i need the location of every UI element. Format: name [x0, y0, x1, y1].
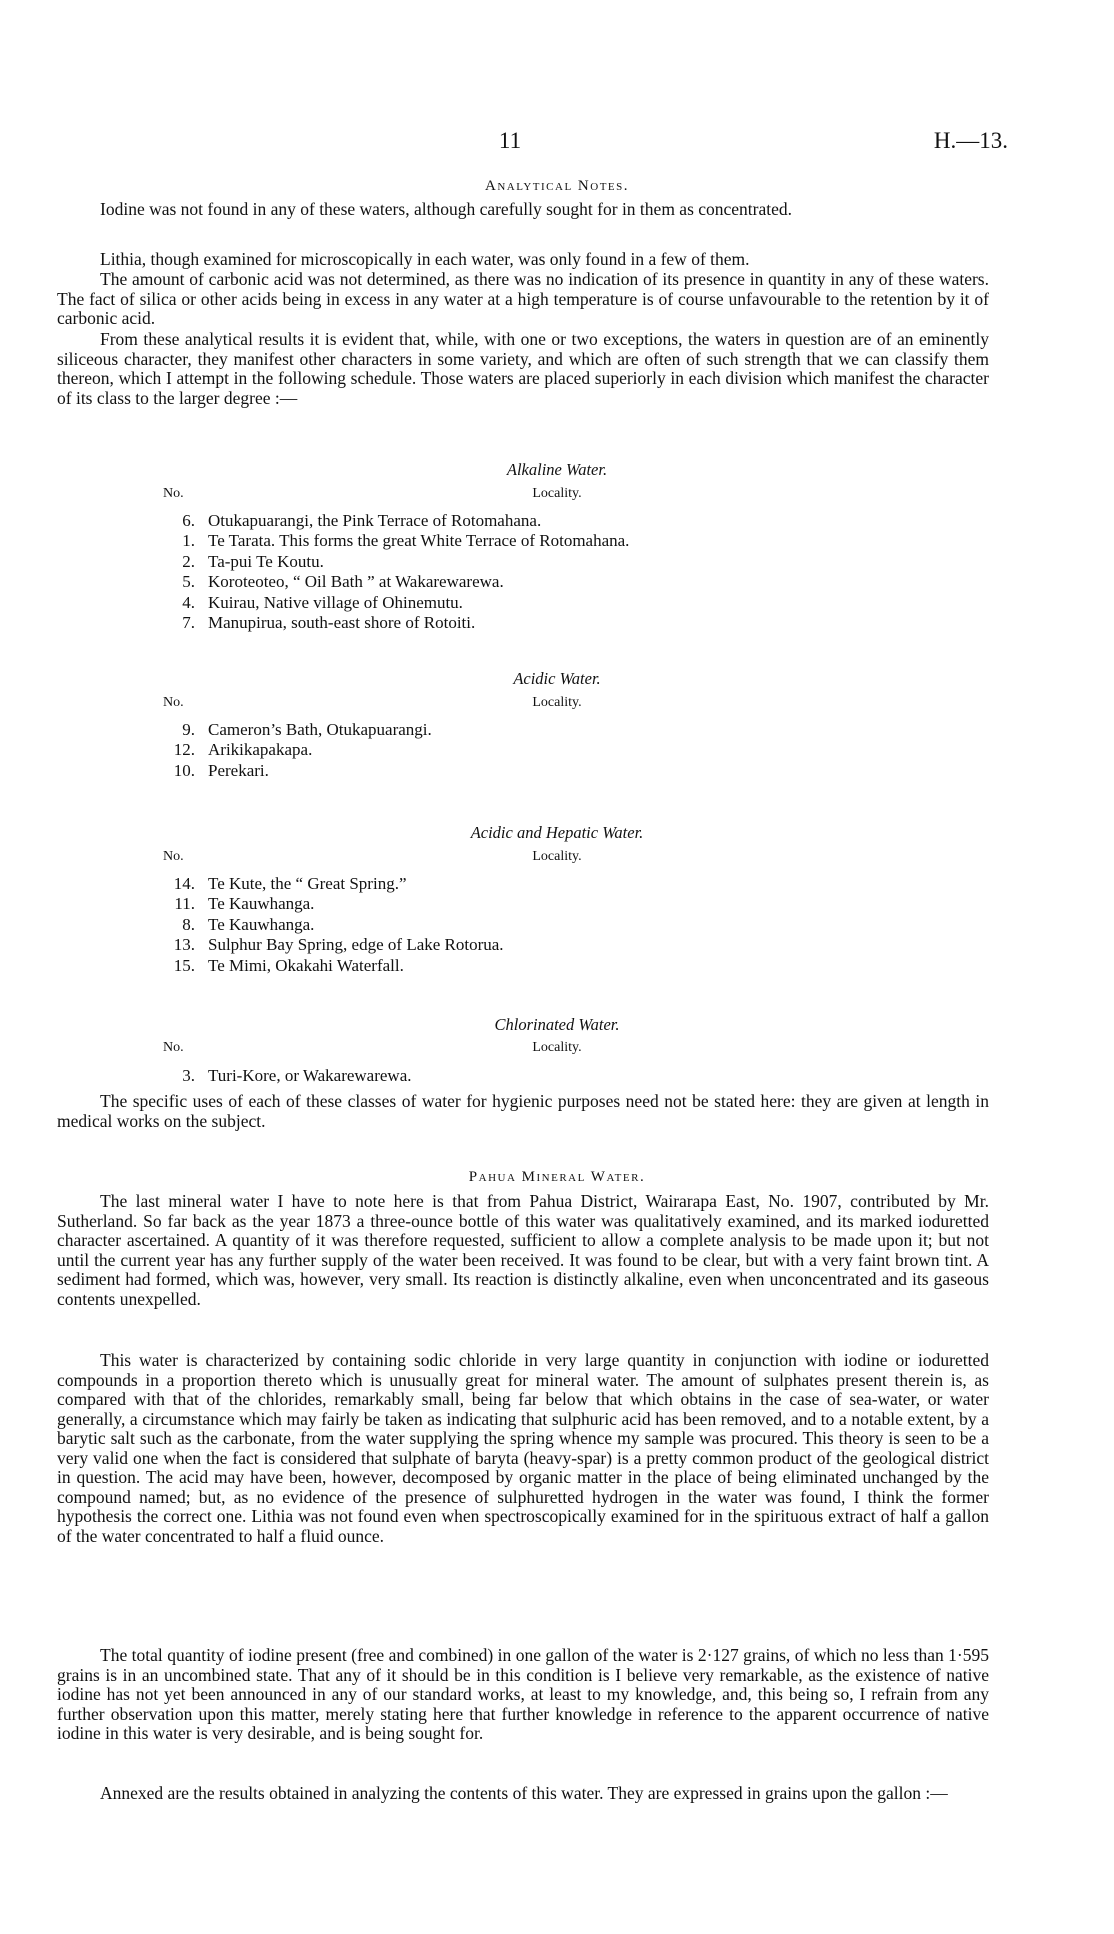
list-item: [150, 915, 504, 935]
pahua-paragraph-1: The last mineral water I have to note here is that from Pahua District, Wairarapa East, No. 1907, contributed by Mr. Sutherland. So far back as the year 1873 a three-ounce bottle of this water was qualitatively examined, and its marked ioduretted character ascertained. A quantity of it was therefore requested, sufficient to allow a complete analysis to be made upon it; but not until the current year has any further supply of the water been received. It was found to be clear, but with a very faint brown tint. A sediment had formed, which was, however, very small. Its reaction is distinctly alkaline, even when unconcentrated and its gaseous contents unexpelled.: [57, 1191, 989, 1309]
list-item: [150, 572, 629, 592]
notes-paragraph-4: From these analytical results it is evident that, while, with one or two exceptions, the waters in question are of an eminently siliceous character, they manifest other characters in some variety, and which are often of such strength that we can classify them thereon, which I attempt in the following schedule. Those waters are placed superiorly in each division which manifest the character of its class to the larger degree :—: [57, 329, 989, 408]
class-title-alkaline: Alkaline Water.: [506, 460, 608, 479]
item-number: 5.: [182, 572, 195, 592]
item-locality: Koroteoteo, “ Oil Bath ” at Wakarewarewa.: [208, 572, 504, 592]
item-number: 13.: [173, 935, 195, 955]
item-number: 3.: [182, 1066, 195, 1085]
pahua-paragraph-2: This water is characterized by containing sodic chloride in very large quantity in conjunction with iodine or ioduretted compounds in a proportion thereto which is unusually great for mineral water. The amount of sulphates present therein is, as compared with that of the chlorides, remarkably small, being far below that which obtains in the case of sea-water, or water generally, a circumstance which may fairly be taken as indicating that sulphuric acid has been removed, and to a notable extent, by a barytic salt such as the carbonate, from the water supplying the spring whence my sample was procured. This theory is seen to be a very valid one when the fact is considered that sulphate of baryta (heavy-spar) is a pretty common product of the geological district in question. The acid may have been, however, decomposed by organic matter in the place of being eliminated unchanged by the compound named; but, as no evidence of the presence of sulphuretted hydrogen in the water was found, I think the former hypothesis the correct one. Lithia was not found even when spectroscopically examined for in the spirituous extract of half a gallon of the water concentrated to half a fluid ounce.: [57, 1350, 989, 1546]
list-item: [150, 894, 504, 914]
class-title-acidic: Acidic Water.: [513, 669, 601, 688]
item-number: 2.: [182, 551, 195, 571]
list-item: [150, 740, 432, 760]
notes-paragraph-3: The amount of carbonic acid was not determined, as there was no indication of its presence in quantity in any of these waters. The fact of silica or other acids being in excess in any water at a high temperature is of course unfavourable to the retention by it of carbonic acid.: [57, 269, 989, 328]
list-item: [150, 593, 629, 613]
item-number: 14.: [173, 874, 195, 893]
item-number: 1.: [182, 531, 195, 551]
column-header-no: No.: [163, 849, 184, 864]
item-locality: Kuirau, Native village of Ohinemutu.: [208, 592, 463, 612]
item-locality: Arikikapakapa.: [208, 740, 313, 760]
item-number: 11.: [174, 894, 195, 914]
item-number: 7.: [182, 613, 195, 633]
section-title-pahua: Pahua Mineral Water.: [468, 1169, 646, 1185]
list-item: [150, 511, 629, 531]
item-locality: Perekari.: [208, 760, 269, 780]
column-header-locality: Locality.: [532, 486, 582, 501]
column-header-locality: Locality.: [532, 695, 582, 710]
list-item: [150, 552, 629, 572]
class-title-acidic-hepatic: Acidic and Hepatic Water.: [470, 823, 644, 842]
column-header-locality: Locality.: [532, 849, 582, 864]
list-item: [150, 613, 629, 633]
item-number: 12.: [173, 740, 195, 760]
item-number: 15.: [173, 955, 195, 975]
item-number: 4.: [182, 592, 195, 612]
list-item: [150, 935, 504, 955]
item-number: 6.: [182, 511, 195, 530]
alkaline-water-list: [150, 511, 629, 633]
item-locality: Cameron’s Bath, Otukapuarangi.: [208, 720, 432, 739]
list-item: [150, 720, 432, 740]
section-title-analytical-notes: Analytical Notes.: [485, 178, 629, 194]
item-locality: Manupirua, south-east shore of Rotoiti.: [208, 613, 476, 633]
list-item: [150, 761, 432, 781]
list-item: [150, 956, 504, 976]
uses-paragraph: The specific uses of each of these classes of water for hygienic purposes need not be stated here: they are given at length in medical works on the subject.: [57, 1091, 989, 1131]
item-locality: Ta-pui Te Koutu.: [208, 551, 324, 571]
column-header-locality: Locality.: [532, 1040, 582, 1055]
pahua-paragraph-3: The total quantity of iodine present (free and combined) in one gallon of the water is 2·127 grains, of which no less than 1·595 grains is in an uncombined state. That any of it should be in this condition is I believe very remarkable, as the existence of native iodine has not yet been announced in any of our standard works, at least to my knowledge, and, this being so, I refrain from any further observation upon this matter, merely stating here that further knowledge in reference to the apparent occurrence of native iodine in this water is very desirable, and is being sought for.: [57, 1645, 989, 1743]
item-locality: Te Kauwhanga.: [208, 914, 315, 934]
column-header-no: No.: [163, 486, 184, 501]
item-locality: Sulphur Bay Spring, edge of Lake Rotorua.: [208, 935, 504, 955]
column-header-no: No.: [163, 1040, 184, 1055]
column-header-no: No.: [163, 695, 184, 710]
notes-paragraph-2: Lithia, though examined for microscopically in each water, was only found in a few of them.: [100, 249, 750, 269]
item-locality: Turi-Kore, or Wakarewarewa.: [208, 1066, 412, 1085]
item-locality: Te Kauwhanga.: [208, 894, 315, 914]
page-number: 11: [498, 128, 522, 153]
list-item: [150, 874, 504, 894]
item-locality: Te Tarata. This forms the great White Terrace of Rotomahana.: [208, 531, 630, 551]
item-number: 10.: [173, 760, 195, 780]
pahua-paragraph-4: Annexed are the results obtained in analyzing the contents of this water. They are expressed in grains upon the gallon :—: [100, 1783, 948, 1803]
item-locality: Te Mimi, Okakahi Waterfall.: [208, 955, 404, 975]
item-number: 8.: [182, 914, 195, 934]
acidic-hepatic-water-list: [150, 874, 504, 976]
notes-paragraph-1: Iodine was not found in any of these waters, although carefully sought for in them as concentrated.: [100, 199, 793, 219]
chlorinated-water-list: [150, 1066, 412, 1086]
acidic-water-list: [150, 720, 432, 781]
document-reference: H.—13.: [933, 128, 1008, 153]
item-locality: Otukapuarangi, the Pink Terrace of Rotomahana.: [208, 511, 542, 530]
list-item: [150, 1066, 412, 1086]
item-locality: Te Kute, the “ Great Spring.”: [208, 874, 407, 893]
list-item: [150, 531, 629, 551]
item-number: 9.: [182, 720, 195, 739]
class-title-chlorinated: Chlorinated Water.: [494, 1015, 620, 1034]
